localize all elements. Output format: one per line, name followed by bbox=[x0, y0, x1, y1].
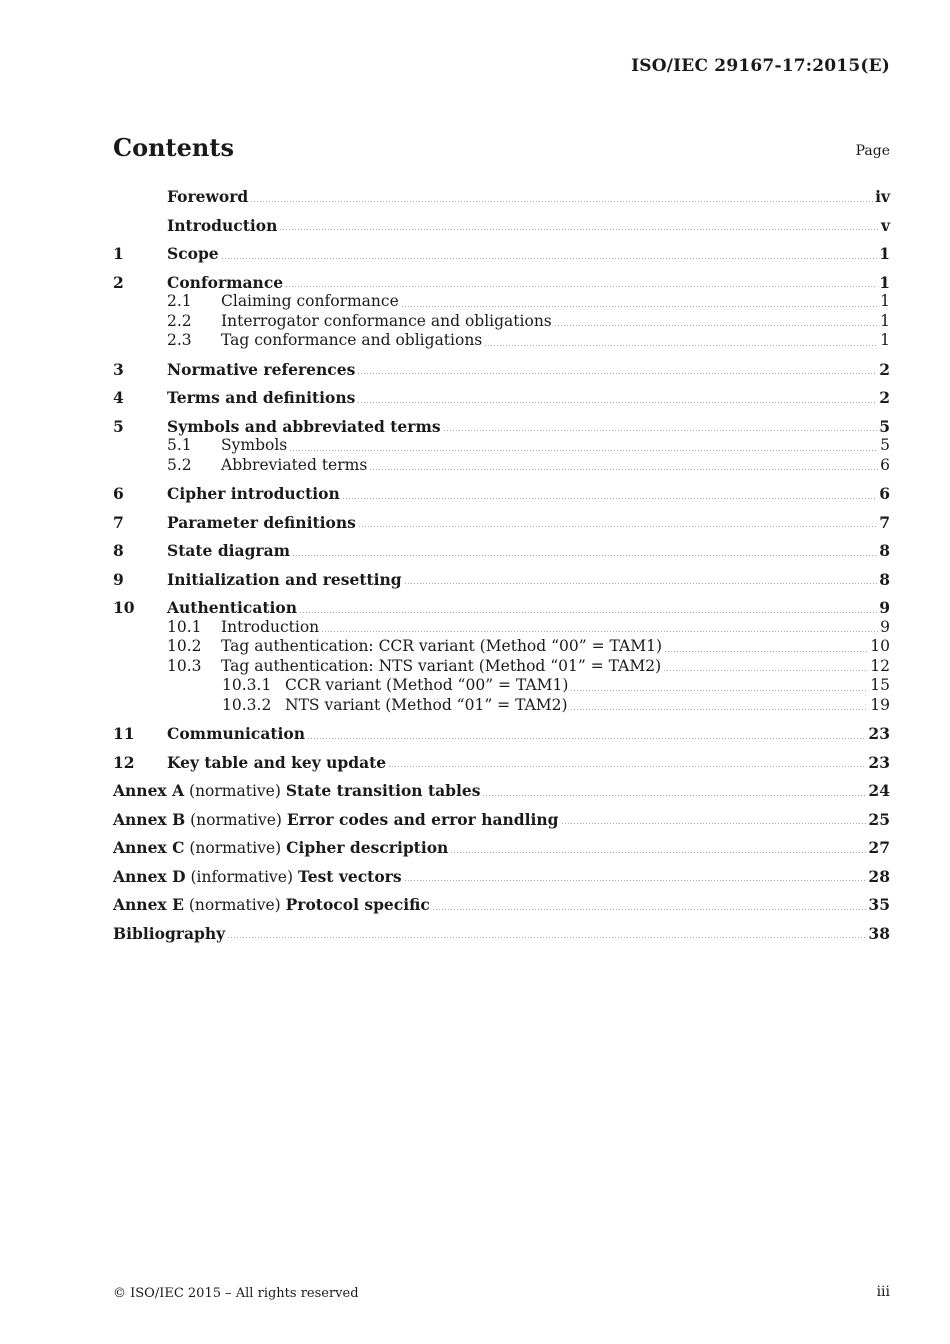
toc-entry[interactable] bbox=[113, 331, 890, 351]
toc-entry-title: Authentication bbox=[167, 598, 298, 617]
toc-entry-title: Terms and definitions bbox=[167, 388, 356, 407]
toc-entry-page: 1 bbox=[880, 311, 890, 330]
toc-entry-number: 2.2 bbox=[167, 311, 192, 330]
toc-leader-dots bbox=[285, 286, 877, 287]
toc-entry-title: Introduction bbox=[221, 617, 320, 636]
document-id: ISO/IEC 29167-17:2015(E) bbox=[631, 56, 890, 76]
annex-label: Annex E bbox=[113, 895, 184, 914]
toc-leader-dots bbox=[401, 306, 878, 307]
annex-type: (normative) bbox=[189, 782, 281, 800]
toc-entry-page: 2 bbox=[879, 388, 890, 407]
toc-entry-number: 9 bbox=[113, 569, 124, 589]
toc-entry-number: 10.1 bbox=[167, 617, 202, 636]
toc-entry[interactable] bbox=[113, 570, 890, 590]
toc-entry-page: v bbox=[880, 215, 890, 235]
toc-entry[interactable] bbox=[113, 753, 890, 773]
annex-type: (normative) bbox=[188, 896, 281, 914]
toc-entry[interactable] bbox=[113, 312, 890, 332]
annex-page: 27 bbox=[868, 838, 890, 857]
toc-leader-dots bbox=[292, 555, 877, 556]
toc-entry-number: 8 bbox=[113, 541, 124, 560]
toc-entry[interactable] bbox=[113, 513, 890, 533]
toc-entry[interactable] bbox=[113, 244, 890, 264]
toc-entry-number: 10 bbox=[113, 598, 135, 617]
table-of-contents bbox=[113, 187, 890, 943]
toc-entry[interactable] bbox=[113, 676, 890, 696]
toc-entry-title: Normative references bbox=[167, 359, 356, 379]
contents-title: Contents bbox=[113, 133, 234, 162]
toc-entry-title: Conformance bbox=[167, 272, 284, 292]
toc-entry-page: 15 bbox=[870, 676, 890, 694]
toc-entry-number: 4 bbox=[113, 388, 124, 407]
toc-entry-title: Initialization and resetting bbox=[167, 569, 402, 589]
annex-page: 28 bbox=[868, 866, 890, 886]
annex-type: (normative) bbox=[190, 810, 282, 829]
toc-entry[interactable] bbox=[113, 187, 890, 207]
annex-title: State transition tables bbox=[285, 781, 481, 800]
toc-entry-number: 2.1 bbox=[167, 292, 192, 310]
toc-entry-title: Tag authentication: NTS variant (Method “01” = TAM2) bbox=[221, 656, 662, 675]
toc-entry-page: 9 bbox=[879, 598, 890, 617]
annex-type: (normative) bbox=[189, 839, 282, 857]
toc-entry-page: 1 bbox=[879, 244, 890, 263]
toc-entry-number: 5 bbox=[113, 416, 124, 436]
annex-label: Annex A bbox=[113, 781, 185, 800]
annex-title-group bbox=[113, 838, 448, 857]
bibliography-page: 38 bbox=[868, 923, 890, 943]
toc-entry[interactable] bbox=[113, 724, 890, 744]
annex-title: Error codes and error handling bbox=[286, 809, 559, 829]
toc-entry-title: Communication bbox=[167, 724, 306, 743]
toc-leader-dots bbox=[342, 498, 877, 499]
toc-entry[interactable] bbox=[113, 696, 890, 716]
toc-entry-number: 2.3 bbox=[167, 331, 192, 349]
toc-entry-page: 10 bbox=[870, 637, 890, 655]
footer-copyright: © ISO/IEC 2015 – All rights reserved bbox=[113, 1286, 359, 1301]
toc-entry-title: NTS variant (Method “01” = TAM2) bbox=[285, 695, 568, 714]
annex-title: Protocol specific bbox=[285, 895, 430, 914]
toc-entry-page: 5 bbox=[880, 436, 890, 454]
toc-entry-number: 12 bbox=[113, 752, 135, 772]
annex-title: Cipher description bbox=[286, 838, 449, 857]
toc-leader-dots bbox=[358, 526, 877, 527]
toc-leader-dots bbox=[404, 583, 878, 584]
toc-entry-page: 2 bbox=[879, 359, 890, 379]
toc-entry-title: Scope bbox=[167, 244, 219, 263]
toc-leader-dots bbox=[432, 909, 867, 910]
toc-entry-page: 23 bbox=[868, 724, 890, 743]
toc-leader-dots bbox=[357, 373, 877, 374]
toc-leader-dots bbox=[307, 738, 866, 739]
annex-title-group bbox=[113, 895, 430, 914]
toc-entry-title: Introduction bbox=[167, 215, 278, 235]
toc-entry[interactable] bbox=[113, 388, 890, 408]
annex-title: Test vectors bbox=[297, 866, 402, 886]
toc-entry-title: Abbreviated terms bbox=[221, 455, 368, 474]
annex-page: 35 bbox=[868, 895, 890, 914]
toc-entry[interactable] bbox=[113, 637, 890, 657]
toc-entry-number: 10.3.2 bbox=[222, 695, 272, 714]
toc-entry[interactable] bbox=[113, 541, 890, 561]
toc-leader-dots bbox=[570, 709, 869, 710]
toc-entry[interactable] bbox=[113, 417, 890, 437]
toc-entry-number: 11 bbox=[113, 724, 135, 743]
toc-entry-title: Parameter definitions bbox=[167, 512, 356, 532]
toc-leader-dots bbox=[357, 402, 877, 403]
toc-annex-entry[interactable] bbox=[113, 895, 890, 915]
toc-leader-dots bbox=[279, 229, 879, 230]
toc-leader-dots bbox=[561, 823, 867, 824]
toc-entry-title: Symbols and abbreviated terms bbox=[167, 416, 441, 436]
toc-entry-number: 10.2 bbox=[167, 637, 202, 655]
toc-leader-dots bbox=[570, 690, 868, 691]
annex-title-group bbox=[113, 810, 559, 829]
toc-entry-title: Foreword bbox=[167, 187, 249, 206]
toc-entry-page: 1 bbox=[880, 292, 890, 310]
toc-leader-dots bbox=[404, 880, 867, 881]
annex-label: Annex B bbox=[113, 809, 186, 829]
toc-entry-page: 6 bbox=[880, 455, 890, 474]
toc-leader-dots bbox=[450, 852, 866, 853]
toc-leader-dots bbox=[369, 469, 878, 470]
toc-annex-entry[interactable] bbox=[113, 838, 890, 858]
toc-entry-page: 9 bbox=[880, 617, 890, 636]
toc-leader-dots bbox=[227, 937, 866, 938]
toc-entry-title: Claiming conformance bbox=[221, 292, 399, 310]
toc-entry-number: 5.2 bbox=[167, 455, 192, 474]
toc-leader-dots bbox=[388, 766, 866, 767]
toc-entry-number: 2 bbox=[113, 272, 124, 292]
toc-leader-dots bbox=[482, 795, 866, 796]
footer-page-number: iii bbox=[876, 1284, 890, 1300]
toc-leader-dots bbox=[321, 631, 878, 632]
toc-entry[interactable] bbox=[113, 292, 890, 312]
toc-entry-page: 8 bbox=[879, 569, 890, 589]
toc-entry-title: Tag conformance and obligations bbox=[221, 331, 483, 349]
page-column-label: Page bbox=[855, 143, 890, 159]
annex-title-group bbox=[113, 781, 480, 800]
toc-entry-number: 6 bbox=[113, 484, 124, 503]
toc-entry[interactable] bbox=[113, 273, 890, 293]
toc-annex-entry[interactable] bbox=[113, 867, 890, 887]
annex-label: Annex C bbox=[113, 838, 185, 857]
toc-annex-entry[interactable] bbox=[113, 810, 890, 830]
toc-leader-dots bbox=[663, 670, 868, 671]
toc-leader-dots bbox=[443, 430, 878, 431]
toc-entry[interactable] bbox=[113, 436, 890, 456]
toc-entry-title: Cipher introduction bbox=[167, 484, 340, 503]
toc-entry-page: 23 bbox=[868, 752, 890, 772]
toc-entry-number: 7 bbox=[113, 512, 124, 532]
annex-type: (informative) bbox=[190, 867, 294, 886]
toc-leader-dots bbox=[664, 651, 868, 652]
toc-leader-dots bbox=[250, 201, 873, 202]
toc-entry-title: CCR variant (Method “00” = TAM1) bbox=[285, 676, 569, 694]
toc-leader-dots bbox=[484, 345, 878, 346]
toc-entry-page: 6 bbox=[879, 484, 890, 503]
toc-entry-page: 19 bbox=[870, 695, 890, 714]
annex-page: 25 bbox=[868, 809, 890, 829]
toc-entry[interactable] bbox=[113, 657, 890, 677]
toc-entry-page: 5 bbox=[879, 416, 890, 436]
annex-page: 24 bbox=[868, 781, 890, 800]
toc-entry[interactable] bbox=[113, 484, 890, 504]
toc-entry-page: 7 bbox=[879, 512, 890, 532]
toc-entry-page: 8 bbox=[879, 541, 890, 560]
bibliography-title: Bibliography bbox=[113, 923, 226, 943]
toc-annex-entry[interactable] bbox=[113, 781, 890, 801]
toc-entry-title: Symbols bbox=[221, 436, 288, 454]
toc-leader-dots bbox=[289, 450, 878, 451]
toc-entry-page: 1 bbox=[879, 272, 890, 292]
toc-leader-dots bbox=[299, 612, 877, 613]
toc-entry-number: 1 bbox=[113, 244, 124, 263]
toc-entry-title: Tag authentication: CCR variant (Method “00” = TAM1) bbox=[221, 637, 662, 655]
toc-entry-page: 12 bbox=[870, 656, 890, 675]
toc-entry-title: State diagram bbox=[167, 541, 291, 560]
toc-entry-number: 5.1 bbox=[167, 436, 192, 454]
toc-entry-title: Key table and key update bbox=[167, 752, 387, 772]
toc-entry-page: 1 bbox=[880, 331, 890, 349]
toc-entry[interactable] bbox=[113, 360, 890, 380]
toc-entry[interactable] bbox=[113, 216, 890, 236]
toc-entry-number: 10.3 bbox=[167, 656, 202, 675]
toc-leader-dots bbox=[554, 325, 878, 326]
toc-entry[interactable] bbox=[113, 598, 890, 618]
toc-entry-number: 10.3.1 bbox=[222, 676, 272, 694]
annex-label: Annex D bbox=[113, 866, 186, 886]
annex-title-group bbox=[113, 867, 402, 886]
toc-entry-title: Interrogator conformance and obligations bbox=[221, 311, 552, 330]
toc-entry-page: iv bbox=[875, 187, 890, 206]
toc-leader-dots bbox=[221, 258, 878, 259]
toc-entry[interactable] bbox=[113, 618, 890, 638]
toc-entry[interactable] bbox=[113, 456, 890, 476]
toc-entry-number: 3 bbox=[113, 359, 124, 379]
toc-bibliography-entry[interactable] bbox=[113, 924, 890, 944]
